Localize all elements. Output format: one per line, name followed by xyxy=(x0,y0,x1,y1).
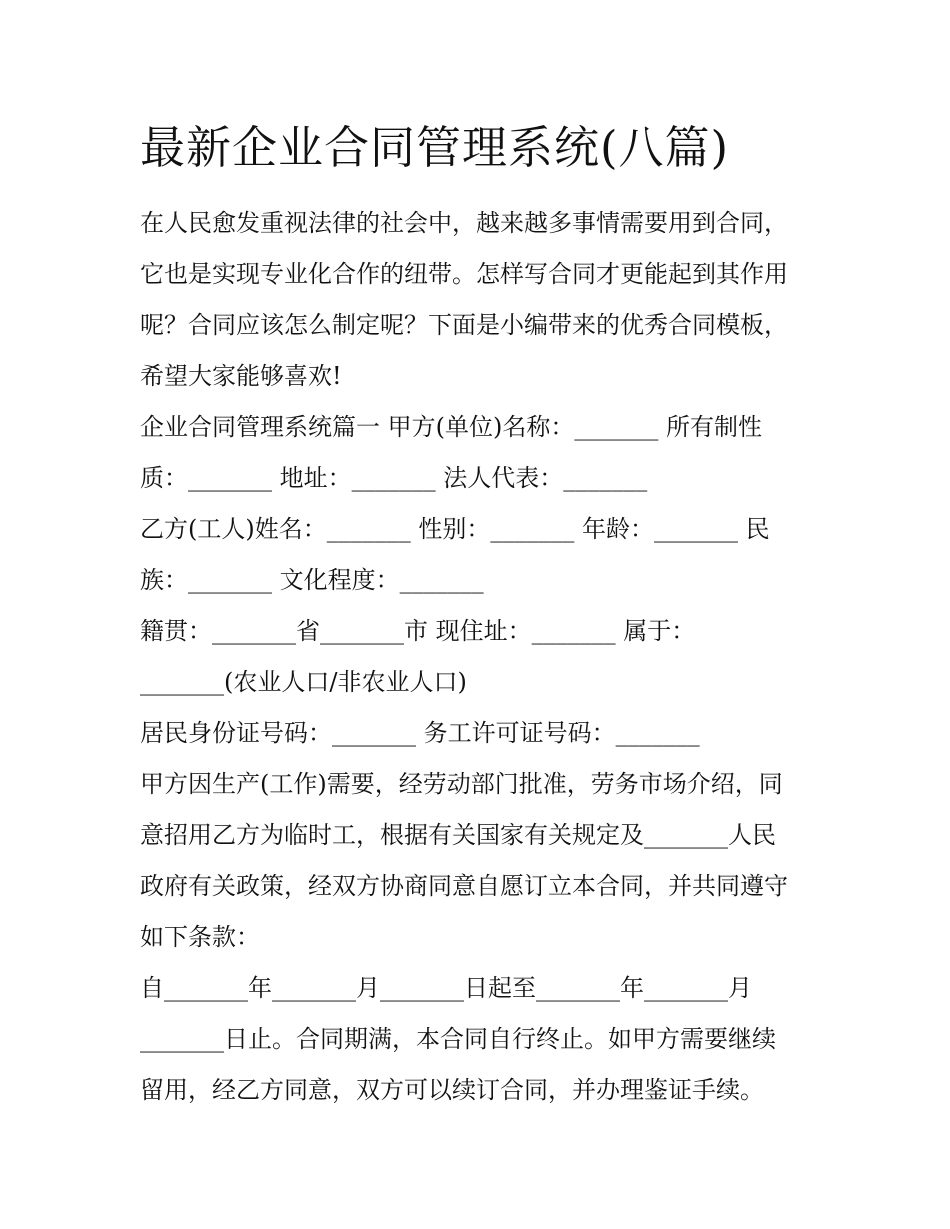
paragraph-line: 如下条款： xyxy=(140,923,260,951)
paragraph-line: _______(农业人口/非农业人口) xyxy=(140,668,467,696)
paragraph-line: 留用，经乙方同意，双方可以续订合同，并办理鉴证手续。 xyxy=(140,1076,764,1104)
document-title: 最新企业合同管理系统(八篇) xyxy=(140,121,730,174)
document-body xyxy=(140,198,820,1116)
paragraph-line: 它也是实现专业化合作的纽带。怎样写合同才更能起到其作用 xyxy=(140,260,788,288)
paragraph-line: 质：_______ 地址：_______ 法人代表：_______ xyxy=(140,464,648,492)
paragraph-line: 呢？合同应该怎么制定呢？下面是小编带来的优秀合同模板， xyxy=(140,311,788,339)
paragraph-line: 自_______年_______月_______日起至_______年_______月 xyxy=(140,974,752,1002)
paragraph-line: 甲方因生产(工作)需要，经劳动部门批准，劳务市场介绍，同 xyxy=(140,770,783,798)
paragraph-line: 居民身份证号码：_______ 务工许可证号码：_______ xyxy=(140,719,700,747)
paragraph-line: 乙方(工人)姓名：_______ 性别：_______ 年龄：_______ 民 xyxy=(140,515,770,543)
paragraph-line: 在人民愈发重视法律的社会中，越来越多事情需要用到合同， xyxy=(140,209,788,237)
paragraph-line: 政府有关政策，经双方协商同意自愿订立本合同，并共同遵守 xyxy=(140,872,788,900)
paragraph-line: _______日止。合同期满，本合同自行终止。如甲方需要继续 xyxy=(140,1025,776,1053)
paragraph-line: 籍贯：_______省_______市 现住址：_______ 属于： xyxy=(140,617,696,645)
paragraph-line: 企业合同管理系统篇一 甲方(单位)名称：_______ 所有制性 xyxy=(140,413,762,441)
paragraph-line: 希望大家能够喜欢! xyxy=(140,362,342,390)
paragraph-line: 意招用乙方为临时工，根据有关国家有关规定及_______人民 xyxy=(140,821,776,849)
paragraph-line: 族：_______ 文化程度：_______ xyxy=(140,566,484,594)
